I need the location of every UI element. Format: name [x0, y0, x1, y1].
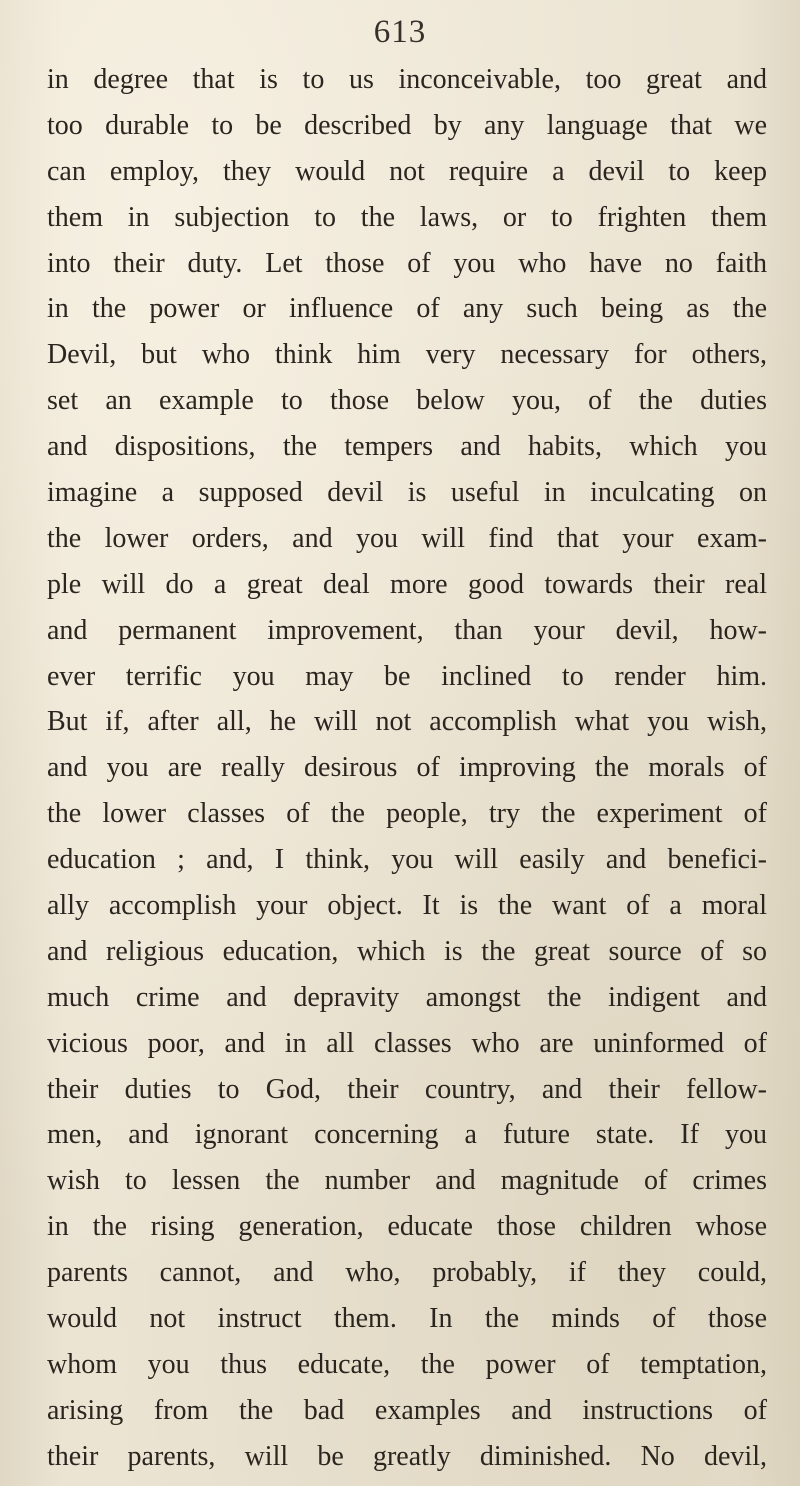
- body-text: [47, 57, 767, 1480]
- text-line: in degree that is to us inconceivable, too great and: [47, 64, 767, 95]
- text-line: ple will do a great deal more good towards their real: [47, 568, 767, 600]
- text-line: imagine a supposed devil is useful in inculcating on: [47, 477, 767, 509]
- text-line: men, and ignorant concerning a future state. If you: [47, 1119, 767, 1151]
- text-line: in the power or influence of any such being as the: [47, 293, 767, 325]
- text-line: arising from the bad examples and instructions of: [47, 1394, 767, 1426]
- text-line: the lower orders, and you will find that your exam-: [47, 522, 767, 554]
- text-line: can employ, they would not require a devil to keep: [47, 155, 767, 187]
- text-line: the lower classes of the people, try the experiment of: [47, 798, 767, 830]
- text-line: their duties to God, their country, and their fellow-: [47, 1073, 767, 1105]
- text-line: their parents, will be greatly diminished. No devil,: [47, 1440, 767, 1472]
- text-line: too durable to be described by any language that we: [47, 109, 767, 141]
- text-line: ever terrific you may be inclined to render him.: [47, 660, 767, 692]
- text-line: set an example to those below you, of the duties: [47, 385, 767, 417]
- text-line: would not instruct them. In the minds of those: [47, 1303, 767, 1335]
- text-line: and dispositions, the tempers and habits, which you: [47, 431, 767, 463]
- page-number: 613: [373, 14, 427, 50]
- text-line: Devil, but who think him very necessary for others,: [47, 339, 767, 371]
- text-line: and permanent improvement, than your devil, how-: [47, 614, 767, 646]
- text-line: But if, after all, he will not accomplish what you wish,: [47, 706, 767, 738]
- text-line: much crime and depravity amongst the indigent and: [47, 981, 767, 1013]
- text-line: education ; and, I think, you will easily and benefici-: [47, 844, 767, 876]
- text-line: and you are really desirous of improving the morals of: [47, 752, 767, 784]
- text-line: ally accomplish your object. It is the want of a moral: [47, 890, 767, 922]
- text-line: wish to lessen the number and magnitude of crimes: [47, 1165, 767, 1197]
- text-line: whom you thus educate, the power of temptation,: [47, 1348, 767, 1380]
- text-line: vicious poor, and in all classes who are uninformed of: [47, 1027, 767, 1059]
- text-line: in the rising generation, educate those children whose: [47, 1211, 767, 1243]
- text-line: parents cannot, and who, probably, if they could,: [47, 1257, 767, 1289]
- text-line: and religious education, which is the great source of so: [47, 935, 767, 967]
- text-line: into their duty. Let those of you who have no faith: [47, 247, 767, 279]
- text-line: them in subjection to the laws, or to frighten them: [47, 201, 767, 233]
